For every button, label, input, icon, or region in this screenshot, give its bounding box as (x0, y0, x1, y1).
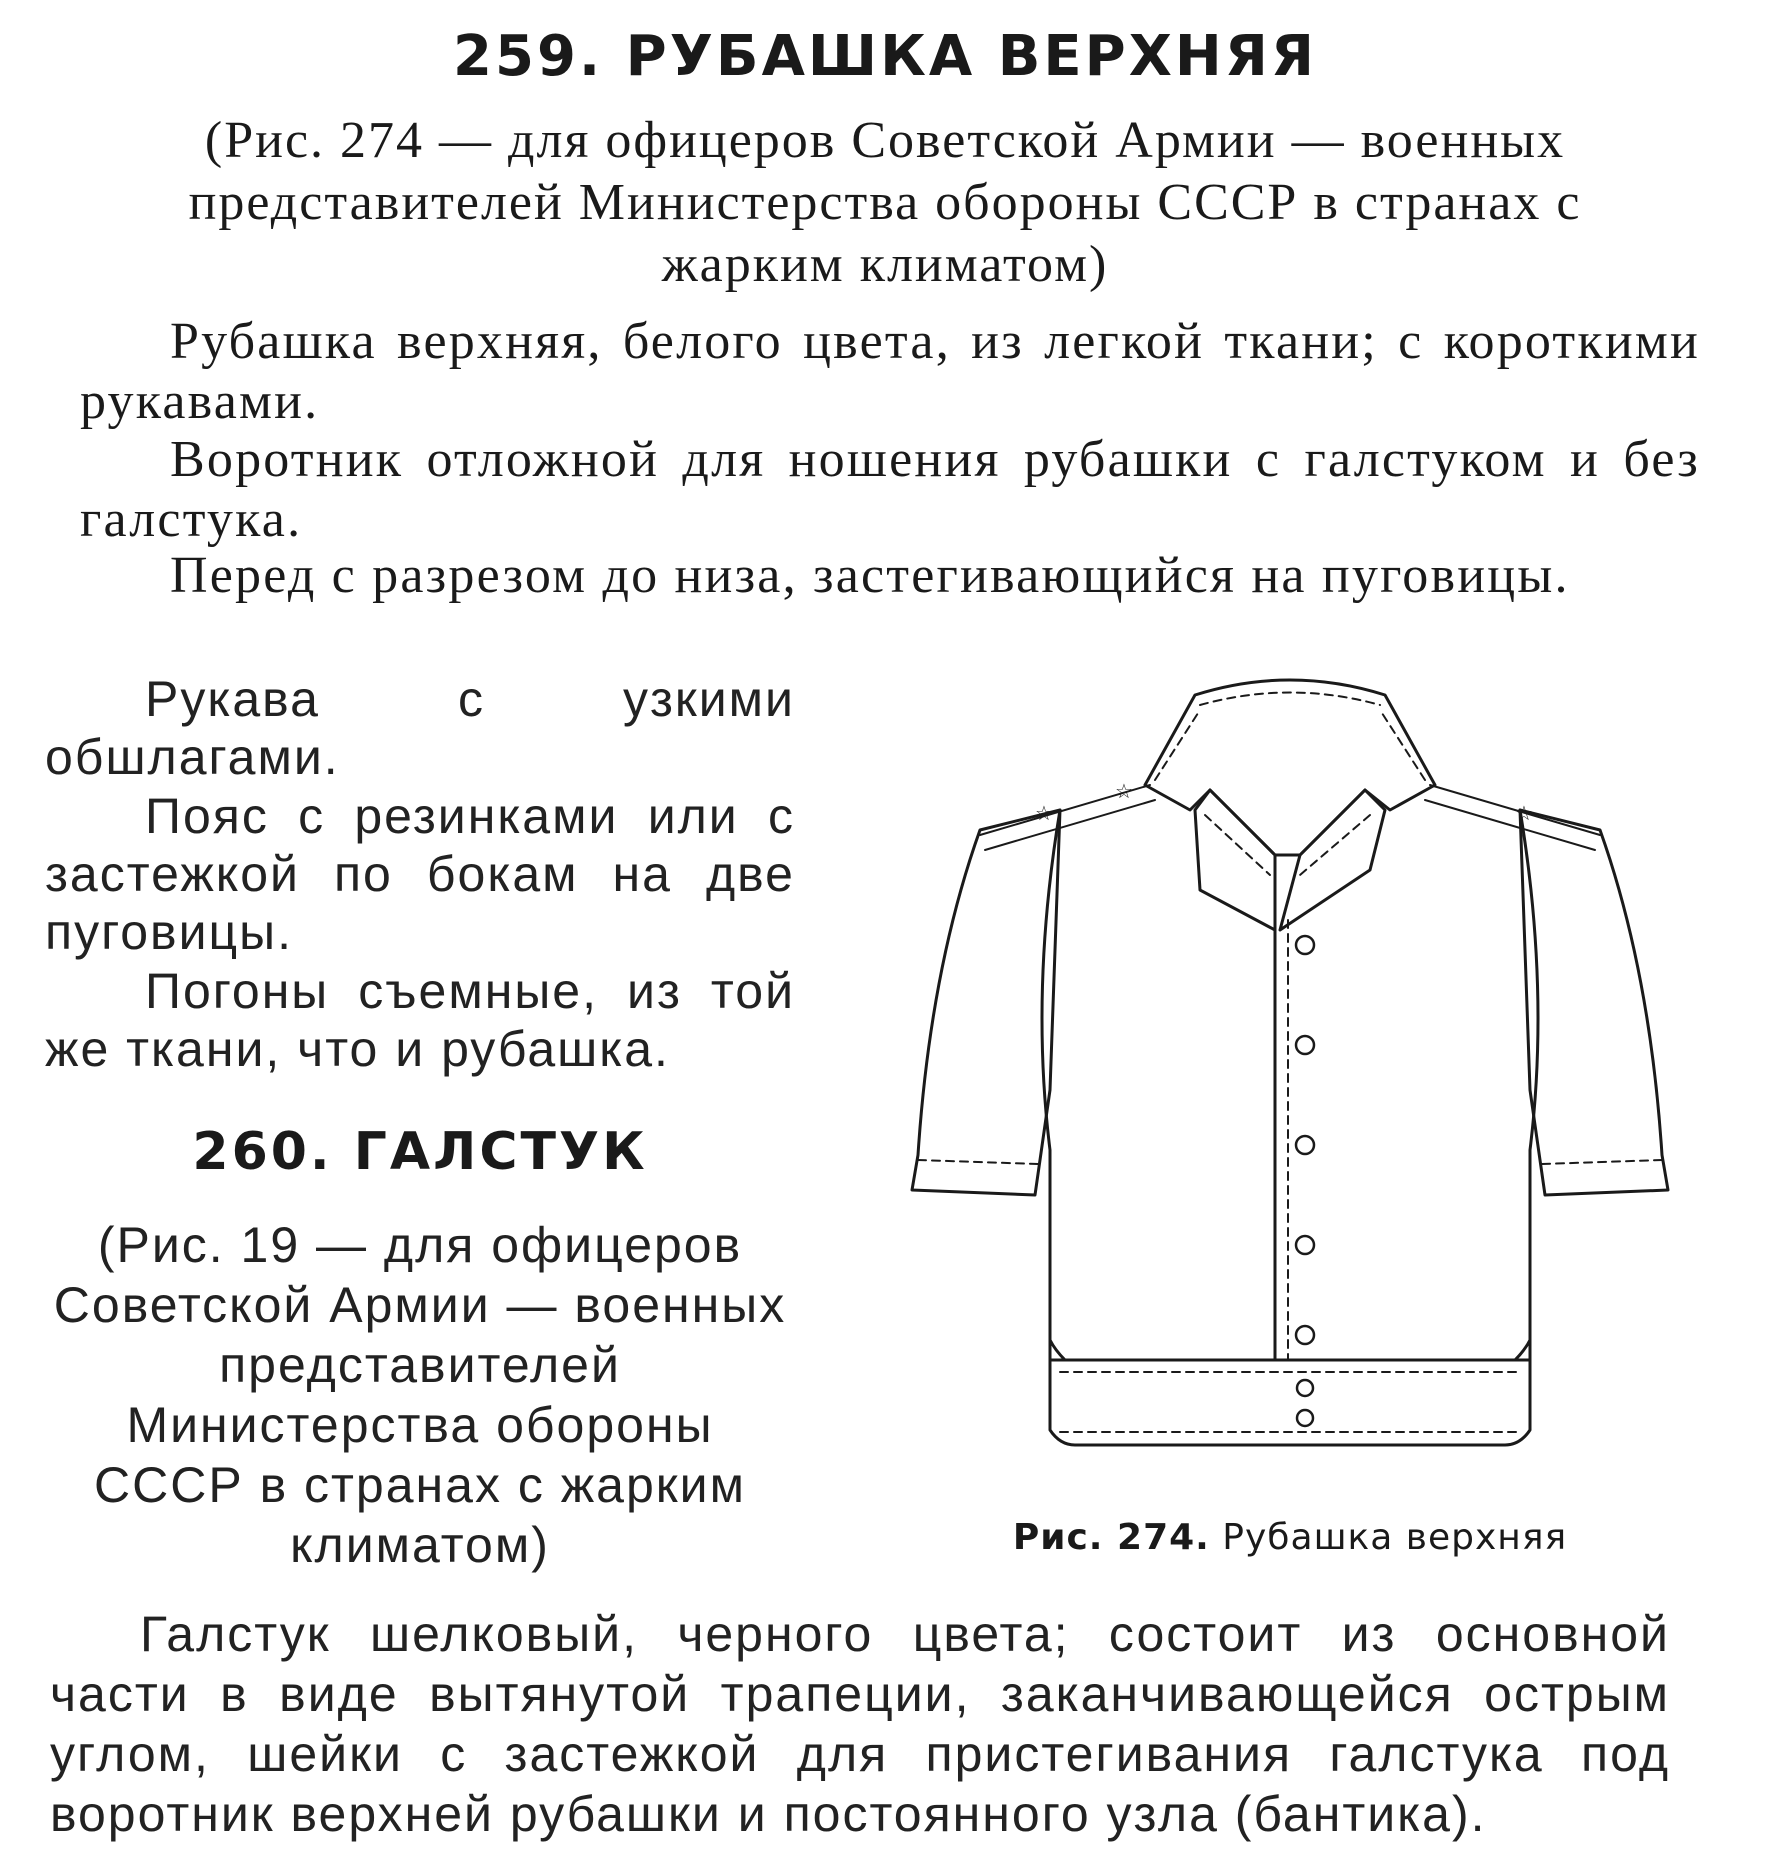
paragraph-shirt-material: Рубашка верхняя, белого цвета, из легкой ткани; с короткими рукавами. (80, 313, 1700, 430)
paragraph-front: Перед с разрезом до низа, застегивающийся на пуговицы. (170, 547, 1570, 604)
section-259-subtitle: (Рис. 274 — для офицеров Советской Армии — военных представителей Министерства обороны СССР в странах с жарким климатом) (188, 112, 1582, 293)
section-260-title: 260. ГАЛСТУК (192, 1122, 648, 1182)
paragraph-shoulder-straps: Погоны съемные, из той же ткани, что и рубашка. (45, 963, 795, 1077)
shirt-lapel-left (1195, 790, 1275, 930)
section-259-title: 259. РУБАШКА ВЕРХНЯЯ (453, 24, 1317, 89)
shirt-left-sleeve (912, 810, 1060, 1195)
figure-caption (900, 1515, 1680, 1561)
paragraph-collar: Воротник отложной для ношения рубашки с галстуком и без галстука. (80, 431, 1700, 548)
shirt-waistband (1050, 1340, 1530, 1445)
button-1 (1296, 936, 1314, 954)
button-6 (1297, 1380, 1313, 1396)
svg-text:☆: ☆ (1035, 803, 1053, 825)
paragraph-belt: Пояс с резинками или с застежкой по бокам на две пуговицы. (45, 788, 795, 960)
paragraph-sleeves: Рукава с узкими обшлагами. (45, 671, 795, 785)
shirt-right-sleeve (1520, 810, 1668, 1195)
figure-caption-text: Рубашка верхняя (1222, 1517, 1568, 1558)
button-3 (1296, 1136, 1314, 1154)
button-5 (1296, 1326, 1314, 1344)
shirt-illustration (900, 670, 1680, 1490)
shirt-lapel-right (1280, 790, 1385, 930)
shirt-collar (1145, 680, 1435, 855)
button-4 (1296, 1236, 1314, 1254)
section-260-subtitle: (Рис. 19 — для офицеров Советской Армии — военных представителей Министерства обороны СССР в странах с жарким климатом) (53, 1217, 787, 1573)
button-7 (1297, 1410, 1313, 1426)
button-2 (1296, 1036, 1314, 1054)
figure-caption-number: Рис. 274. (1012, 1517, 1210, 1558)
paragraph-tie: Галстук шелковый, черного цвета; состоит из основной части в виде вытянутой трапеции, заканчивающейся острым углом, шейки с застежкой для пристегивания галстука под воротник верхней рубашки и постоянного узла (бантика). (50, 1606, 1670, 1842)
svg-text:☆: ☆ (1515, 803, 1533, 825)
svg-text:☆: ☆ (1115, 781, 1133, 803)
